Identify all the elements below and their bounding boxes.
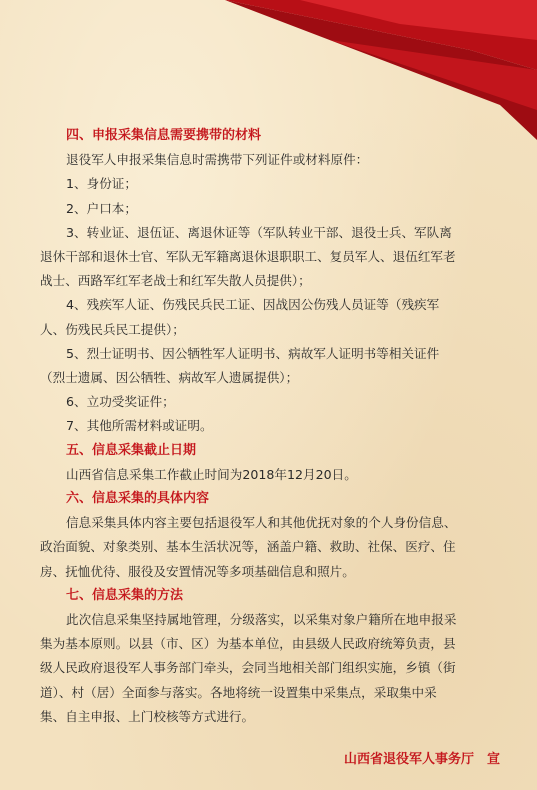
section-7-line: 集为基本原则。以县（市、区）为基本单位，由县级人民政府统筹负责，县 xyxy=(40,636,456,652)
document-body xyxy=(40,124,496,729)
list-item-continuation: （烈士遗属、因公牺牲、病故军人遗属提供）； xyxy=(40,370,299,386)
section-4-intro: 退役军人申报采集信息时需携带下列证件或材料原件： xyxy=(66,152,369,168)
section-5-heading: 五、信息采集截止日期 xyxy=(66,442,197,458)
list-item: 7、其他所需材料或证明。 xyxy=(66,418,213,434)
list-item: 5、烈士证明书、因公牺牲军人证明书、病故军人证明书等相关证件 xyxy=(66,345,440,361)
section-6-heading: 六、信息采集的具体内容 xyxy=(66,491,210,507)
list-item-continuation: 人、伤残民兵民工提供）； xyxy=(40,321,185,337)
red-paper-plane-decoration xyxy=(0,0,537,140)
section-7-heading: 七、信息采集的方法 xyxy=(66,587,184,603)
signature: 山西省退役军人事务厅 宣 xyxy=(343,752,500,767)
section-7-line: 集、自主申报、上门校核等方式进行。 xyxy=(40,708,255,724)
section-7-line: 级人民政府退役军人事务部门牵头，会同当地相关部门组织实施，乡镇（街 xyxy=(40,660,456,676)
list-item: 3、转业证、退伍证、离退休证等（军队转业干部、退役士兵、军队离 xyxy=(66,224,452,240)
list-item-continuation: 退休干部和退休士官、军队无军籍离退休退职职工、复员军人、退伍红军老 xyxy=(40,249,456,265)
section-6-line: 政治面貌、对象类别、基本生活状况等，涵盖户籍、救助、社保、医疗、住 xyxy=(40,539,456,555)
section-7-line: 此次信息采集坚持属地管理，分级落实，以采集对象户籍所在地申报采 xyxy=(66,612,457,628)
section-6-line: 信息采集具体内容主要包括退役军人和其他优抚对象的个人身份信息、 xyxy=(66,515,457,531)
list-item: 1、身份证； xyxy=(66,176,137,192)
list-item: 2、户口本； xyxy=(66,200,137,216)
section-4-heading: 四、申报采集信息需要携带的材料 xyxy=(66,128,262,143)
list-item-continuation: 战士、西路军红军老战士和红军失散人员提供）； xyxy=(40,273,311,289)
list-item: 6、立功受奖证件； xyxy=(66,394,175,410)
section-5-text: 山西省信息采集工作截止时间为2018年12月20日。 xyxy=(66,466,357,482)
section-6-line: 房、抚恤优待、服役及安置情况等多项基础信息和照片。 xyxy=(40,563,355,579)
list-item: 4、残疾军人证、伤残民兵民工证、因战因公伤残人员证等（残疾军 xyxy=(66,297,440,313)
section-7-line: 道）、村（居）全面参与落实。各地将统一设置集中采集点，采取集中采 xyxy=(40,684,437,700)
